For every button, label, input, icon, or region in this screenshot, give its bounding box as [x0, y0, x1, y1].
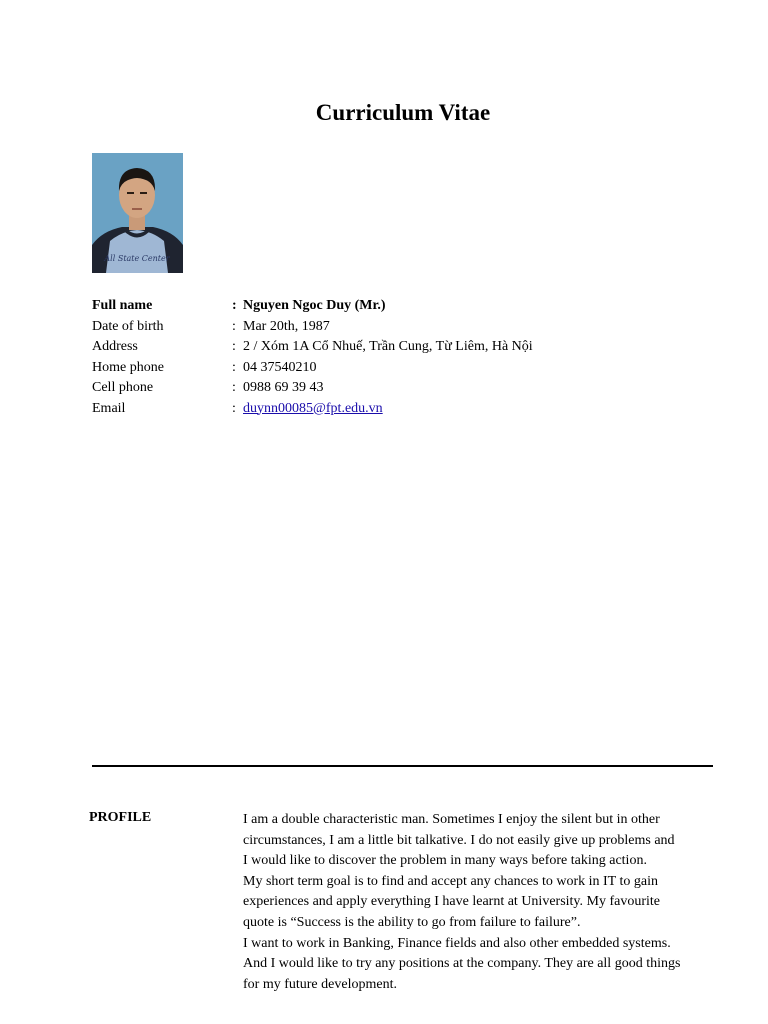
section-divider	[92, 765, 713, 767]
profile-line: I want to work in Banking, Finance fields and also other embedded systems.	[243, 935, 671, 951]
info-value-full-name: Nguyen Ngoc Duy (Mr.)	[243, 298, 386, 313]
profile-line: And I would like to try any positions at the company. They are all good things	[243, 956, 681, 972]
profile-line: circumstances, I am a little bit talkative. I do not easily give up problems and	[243, 832, 675, 848]
info-row-full-name	[92, 296, 712, 317]
info-value-date-of-birth: Mar 20th, 1987	[243, 318, 330, 334]
profile-line: experiences and apply everything I have learnt at University. My favourite	[243, 894, 660, 910]
info-row-email	[92, 399, 712, 420]
info-label: Home phone	[92, 359, 164, 375]
info-row-address	[92, 337, 712, 358]
info-value-cell-phone: 0988 69 39 43	[243, 380, 324, 395]
profile-line: quote is “Success is the ability to go from failure to failure”.	[243, 914, 581, 930]
cv-title: Curriculum Vitae	[315, 100, 491, 125]
info-colon: :	[232, 380, 236, 395]
profile-line: My short term goal is to find and accept any chances to work in IT to gain	[243, 873, 658, 889]
profile-heading: PROFILE	[89, 810, 152, 825]
info-colon: :	[232, 339, 236, 354]
info-label: Cell phone	[92, 380, 154, 395]
info-colon: :	[232, 359, 236, 375]
info-label: Date of birth	[92, 318, 164, 334]
profile-text	[243, 810, 743, 995]
info-label: Address	[92, 339, 138, 354]
info-row-cell-phone	[92, 378, 712, 399]
info-colon: :	[232, 298, 237, 313]
info-row-date-of-birth	[92, 317, 712, 338]
info-row-home-phone	[92, 358, 712, 379]
profile-photo	[92, 153, 183, 273]
svg-text:All State Center: All State Center	[104, 254, 170, 263]
info-value-home-phone: 04 37540210	[243, 359, 317, 375]
email-link[interactable]: duynn00085@fpt.edu.vn	[243, 400, 383, 416]
profile-line: for my future development.	[243, 976, 397, 992]
profile-line: I would like to discover the problem in many ways before taking action.	[243, 853, 647, 869]
info-label: Full name	[92, 298, 153, 313]
info-colon: :	[232, 400, 236, 416]
personal-info-table	[92, 296, 712, 419]
info-label: Email	[92, 400, 126, 416]
info-colon: :	[232, 318, 236, 334]
info-value-address: 2 / Xóm 1A Cổ Nhuế, Trần Cung, Từ Liêm, Hà Nội	[243, 339, 533, 354]
profile-line: I am a double characteristic man. Sometimes I enjoy the silent but in other	[243, 812, 660, 827]
